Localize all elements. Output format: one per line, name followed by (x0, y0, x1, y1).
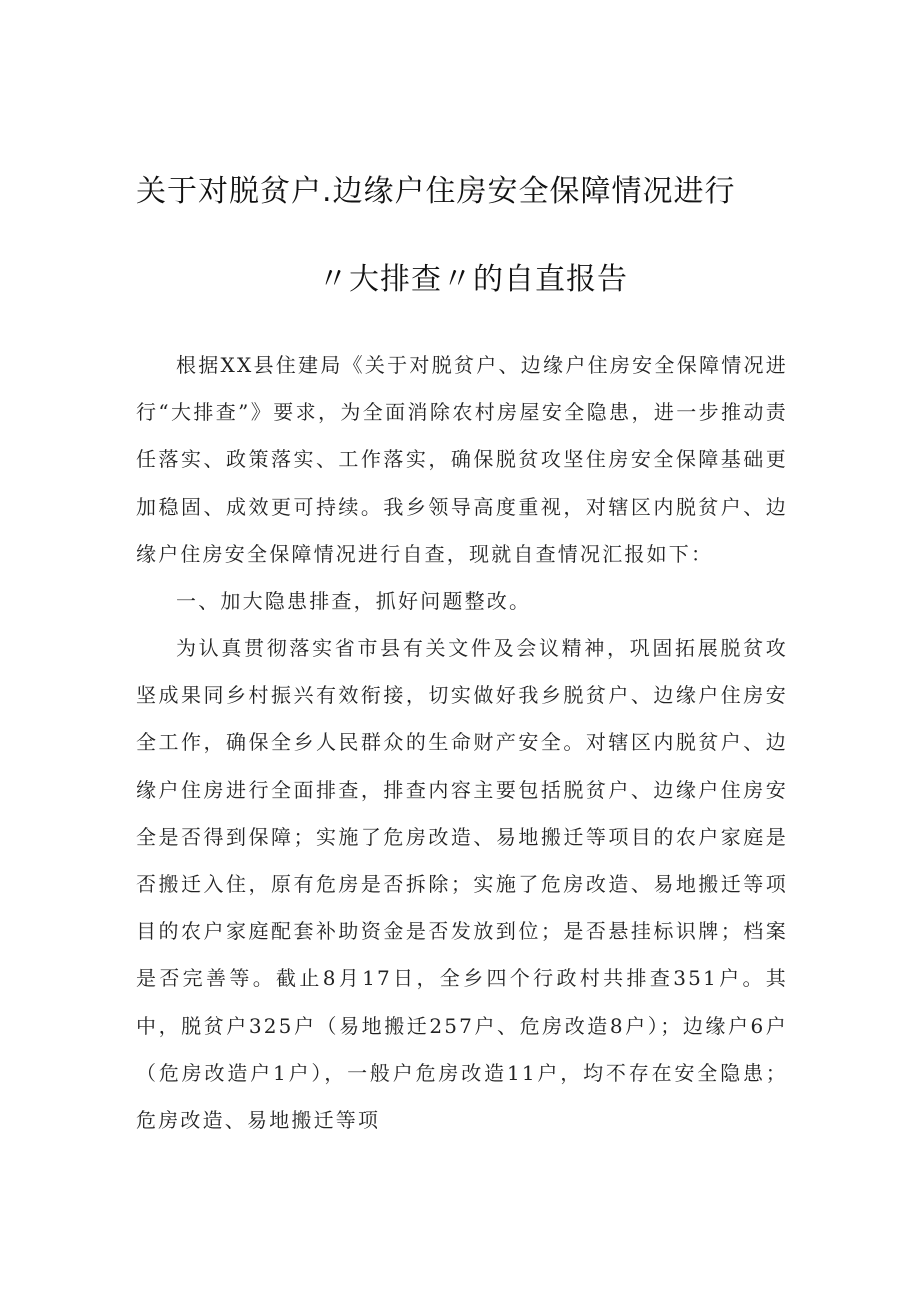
document-title-line-1: 关于对脱贫户.边缘户住房安全保障情况进行 (136, 174, 736, 209)
document-title-line-2: 〃大排查〃的自直报告 (318, 262, 628, 297)
section-paragraph-block (136, 625, 788, 1144)
section-paragraph: 为认真贯彻落实省市县有关文件及会议精神，巩固拓展脱贫攻坚成果同乡村振兴有效衔接，切实做好我乡脱贫户、边缘户住房安全工作，确保全乡人民群众的生命财产安全。对辖区内脱贫户、边缘户住房进行全面排查，排查内容主要包括脱贫户、边缘户住房安全是否得到保障；实施了危房改造、易地搬迁等项目的农户家庭是否搬迁入住，原有危房是否拆除；实施了危房改造、易地搬迁等项目的农户家庭配套补助资金是否发放到位；是否悬挂标识牌；档案是否完善等。截止8月17日，全乡四个行政村共排查351户。其中，脱贫户325户（易地搬迁257户、危房改造8户）；边缘户6户（危房改造户1户），一般户危房改造11户，均不存在安全隐患；危房改造、易地搬迁等项 (136, 636, 788, 1133)
intro-paragraph: 根据XX县住建局《关于对脱贫户、边缘户住房安全保障情况进行“大排查”》要求，为全面消除农村房屋安全隐患，进一步推动责任落实、政策落实、工作落实，确保脱贫攻坚住房安全保障基础更加稳固、成效更可持续。我乡领导高度重视，对辖区内脱贫户、边缘户住房安全保障情况进行自查，现就自查情况汇报如下： (136, 353, 788, 566)
section-heading: 一、加大隐患排查，抓好问题整改。 (176, 589, 532, 613)
section-heading-block (136, 578, 788, 625)
intro-paragraph-block (136, 342, 788, 578)
